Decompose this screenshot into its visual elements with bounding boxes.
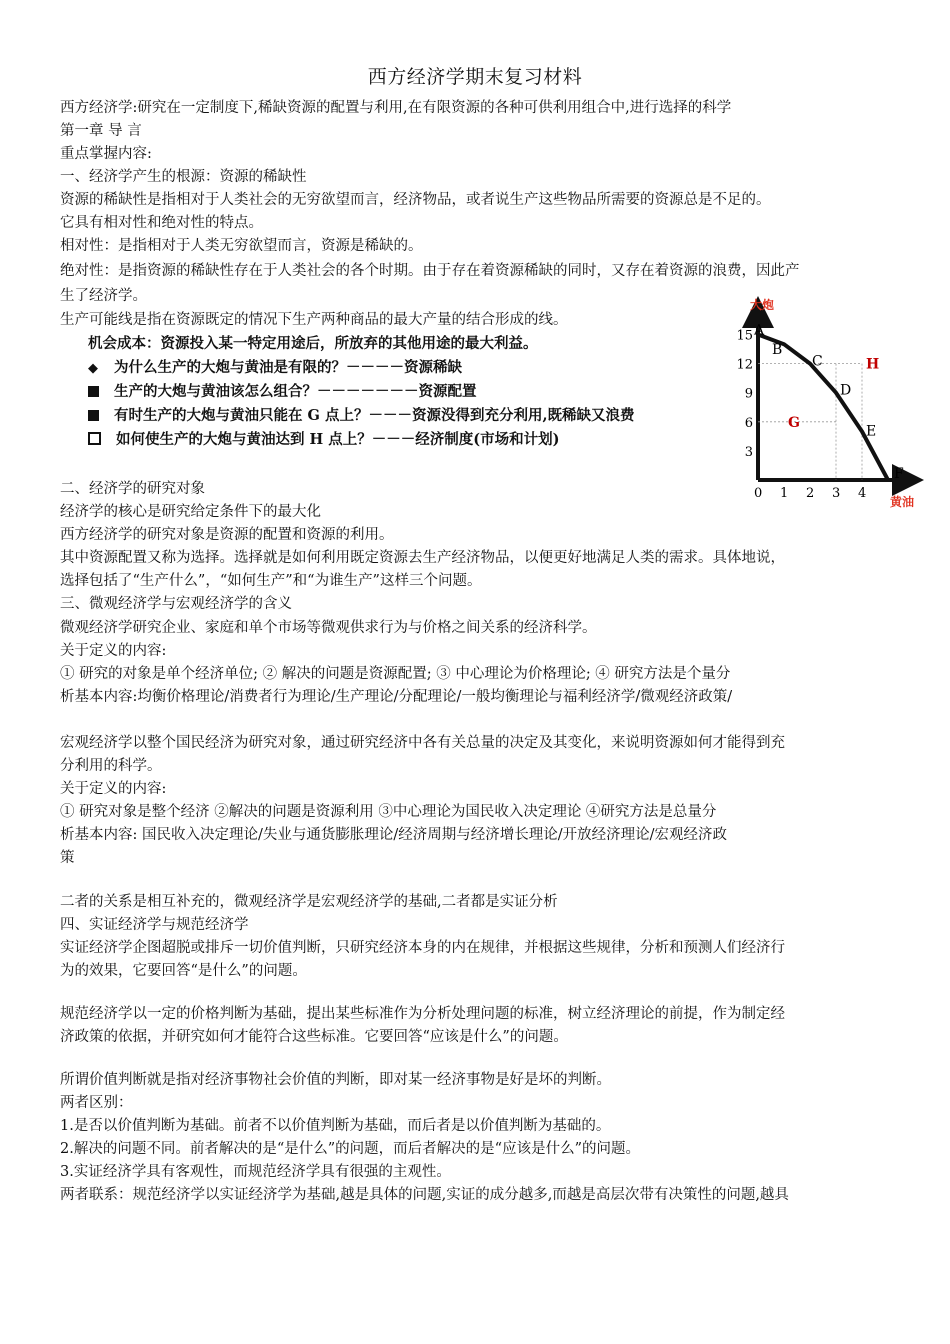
paragraph-line: 二者的关系是相互补充的，微观经济学是宏观经济学的基础,二者都是实证分析 — [60, 894, 558, 910]
paragraph-line: 两者区别： — [60, 1095, 133, 1111]
y-axis-label: 大炮 — [750, 298, 775, 312]
production-possibility-chart — [730, 290, 930, 515]
section-3-heading: 三、微观经济学与宏观经济学的含义 — [60, 596, 292, 612]
bullet-item — [88, 383, 477, 401]
point-label: D — [840, 382, 852, 399]
paragraph-line: 策 — [60, 850, 75, 866]
paragraph-line: 2.解决的问题不同。前者解决的是“是什么”的问题，而后者解决的是“应该是什么”的问题。 — [60, 1141, 640, 1157]
bullet-item — [88, 407, 635, 425]
x-axis-label: 黄油 — [890, 495, 915, 509]
square-bullet-icon — [88, 386, 99, 397]
paragraph-line: 实证经济学企图超脱或排斥一切价值判断，只研究经济本身的内在规律，并根据这些规律，分析和预测人们经济行 — [60, 940, 785, 956]
paragraph-line: 所谓价值判断就是指对经济事物社会价值的判断，即对某一经济事物是好是坏的判断。 — [60, 1072, 611, 1088]
point-label: A — [754, 322, 765, 339]
bullet-item — [88, 431, 560, 449]
checkbox-bullet-icon — [88, 432, 101, 445]
y-tick-label: 15 — [736, 328, 753, 344]
x-tick-label: 2 — [806, 486, 815, 501]
paragraph-line: ① 研究的对象是单个经济单位; ② 解决的问题是资源配置; ③ 中心理论为价格理论; ④ 研究方法是个量分 — [60, 666, 731, 682]
point-label: F — [894, 466, 904, 482]
point-label: E — [866, 423, 877, 440]
x-tick-label: 3 — [832, 486, 841, 501]
bullet-item — [88, 359, 462, 378]
y-tick-label: 3 — [744, 444, 753, 460]
section-1-heading: 一、经济学产生的根源：资源的稀缺性 — [60, 169, 307, 185]
paragraph-line: 析基本内容: 国民收入决定理论/失业与通货膨胀理论/经济周期与经济增长理论/开放经济理论/宏观经济政 — [60, 827, 728, 843]
key-points-heading: 重点掌握内容: — [60, 146, 152, 162]
definition-line: 西方经济学:研究在一定制度下,稀缺资源的配置与利用,在有限资源的各种可供利用组合中,进行选择的科学 — [60, 100, 732, 116]
paragraph-line: 关于定义的内容: — [60, 781, 167, 797]
opportunity-cost-line: 机会成本：资源投入某一特定用途后，所放弃的其他用途的最大利益。 — [88, 335, 538, 352]
paragraph-line: 微观经济学研究企业、家庭和单个市场等微观供求行为与价格之间关系的经济科学。 — [60, 620, 597, 636]
paragraph-line: 3.实证经济学具有客观性，而规范经济学具有很强的主观性。 — [60, 1164, 451, 1180]
bullet-text: 为什么生产的大炮与黄油是有限的？－－－－资源稀缺 — [114, 359, 462, 376]
bullet-text: 生产的大炮与黄油该怎么组合？－－－－－－－资源配置 — [114, 383, 477, 400]
paragraph-line: 济政策的依据，并研究如何才能符合这些标准。它要回答“应该是什么”的问题。 — [60, 1029, 568, 1045]
paragraph-line: 关于定义的内容: — [60, 643, 167, 659]
paragraph-line: 规范经济学以一定的价格判断为基础，提出某些标准作为分析处理问题的标准，树立经济理论的前提，作为制定经 — [60, 1006, 785, 1022]
paragraph-line: 1.是否以价值判断为基础。前者不以价值判断为基础，而后者是以价值判断为基础的。 — [60, 1118, 611, 1134]
paragraph-line: 资源的稀缺性是指相对于人类社会的无穷欲望而言，经济物品，或者说生产这些物品所需要的资源总是不足的。 — [60, 192, 771, 208]
point-label: B — [772, 342, 783, 359]
y-tick-label: 9 — [744, 386, 753, 402]
point-label-h: H — [866, 356, 880, 373]
paragraph-line: 生了经济学。 — [60, 288, 147, 304]
section-4-heading: 四、实证经济学与规范经济学 — [60, 917, 249, 933]
x-tick-label: 4 — [858, 486, 867, 501]
chapter-heading: 第一章 导 言 — [60, 123, 142, 139]
point-label: C — [812, 353, 823, 370]
paragraph-line: 选择包括了“生产什么”，“如何生产”和“为谁生产”这样三个问题。 — [60, 573, 482, 589]
paragraph-line: ① 研究对象是整个经济 ②解决的问题是资源利用 ③中心理论为国民收入决定理论 ④研究方法是总量分 — [60, 804, 717, 820]
page-title: 西方经济学期末复习材料 — [367, 66, 583, 88]
paragraph-line: 生产可能线是指在资源既定的情况下生产两种商品的最大产量的结合形成的线。 — [60, 312, 568, 328]
bullet-text: 如何使生产的大炮与黄油达到 H 点上？－－－经济制度(市场和计划) — [116, 431, 560, 448]
point-label-g: G — [788, 414, 800, 431]
paragraph-line: 析基本内容:均衡价格理论/消费者行为理论/生产理论/分配理论/一般均衡理论与福利经济学/微观经济政策/ — [60, 689, 733, 705]
bullet-text: 有时生产的大炮与黄油只能在 G 点上？－－－资源没得到充分利用,既稀缺又浪费 — [114, 407, 635, 424]
paragraph-line: 绝对性：是指资源的稀缺性存在于人类社会的各个时期。由于存在着资源稀缺的同时，又存在着资源的浪费，因此产 — [60, 263, 800, 279]
y-tick-label: 12 — [736, 357, 753, 373]
paragraph-line: 经济学的核心是研究给定条件下的最大化 — [60, 504, 321, 520]
paragraph-line: 两者联系：规范经济学以实证经济学为基础,越是具体的问题,实证的成分越多,而越是高层次带有决策性的问题,越具 — [60, 1187, 789, 1203]
paragraph-line: 相对性：是指相对于人类无穷欲望而言，资源是稀缺的。 — [60, 238, 423, 254]
x-tick-label: 0 — [754, 486, 763, 501]
paragraph-line: 分利用的科学。 — [60, 758, 162, 774]
square-bullet-icon — [88, 410, 99, 421]
paragraph-line: 西方经济学的研究对象是资源的配置和资源的利用。 — [60, 527, 394, 543]
paragraph-line: 宏观经济学以整个国民经济为研究对象，通过研究经济中各有关总量的决定及其变化，来说明资源如何才能得到充 — [60, 735, 785, 751]
paragraph-line: 它具有相对性和绝对性的特点。 — [60, 215, 263, 231]
x-tick-label: 1 — [780, 486, 789, 501]
paragraph-line: 为的效果，它要回答“是什么”的问题。 — [60, 963, 307, 979]
y-tick-label: 6 — [744, 415, 753, 431]
paragraph-line: 其中资源配置又称为选择。选择就是如何利用既定资源去生产经济物品，以便更好地满足人类的需求。具体地说， — [60, 550, 785, 566]
section-2-heading: 二、经济学的研究对象 — [60, 481, 205, 497]
diamond-bullet-icon: ◆ — [88, 361, 98, 376]
